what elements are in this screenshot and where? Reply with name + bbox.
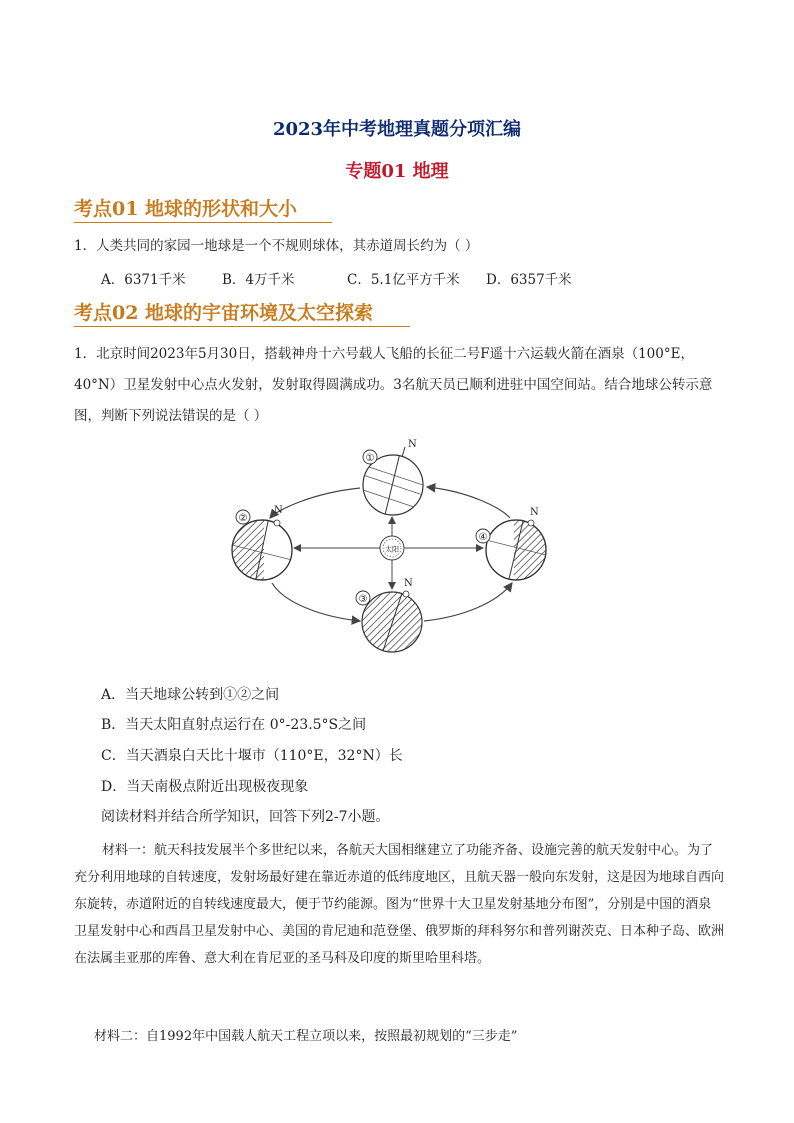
answer-option-a: A．当天地球公转到①②之间 [101, 687, 280, 703]
document-subtitle: 专题01 地理 [345, 161, 449, 182]
material-two-paragraph: 材料二：自1992年中国载人航天工程立项以来，按照最初规划的“三步走” [94, 1029, 518, 1044]
answer-option-b: B．当天太阳直射点运行在 0°-23.5°S之间 [101, 717, 367, 733]
north-label-3: N [404, 578, 413, 589]
position-4-label: ④ [478, 532, 488, 543]
reading-instruction: 阅读材料并结合所学知识，回答下列2-7小题。 [101, 809, 390, 825]
question-2-text [74, 339, 724, 432]
material-one-paragraph: 材料一：航天科技发展半个多世纪以来，各航天大国相继建立了功能齐备、设施完善的航天发射中心。为了充分利用地球的自转速度，发射场最好建在靠近赤道的低纬度地区，且航天器一般向东发射，这是因为地球自西向东旋转，赤道附近的自转线速度最大，便于节约能源。图为“世界十大卫星发射基地分布图”，分别是中国的酒泉卫星发射中心和西昌卫星发射中心、美国的肯尼迪和范登堡、俄罗斯的拜科努尔和普列谢茨克、日本种子岛、欧洲在法属圭亚那的库鲁、意大利在肯尼亚的圣马科及印度的斯里哈里科塔。 [74, 843, 725, 966]
north-label-1: N [408, 439, 417, 450]
option-a: A．6371千米 [101, 272, 186, 288]
position-2-label: ② [238, 513, 248, 524]
question-1-text: 1．人类共同的家园一地球是一个不规则球体，其赤道周长约为（ ） [74, 238, 479, 254]
earth-position-1 [363, 439, 423, 519]
option-c: C．5.1亿平方千米 [347, 272, 460, 288]
section-heading-1: 考点01 地球的形状和大小 [74, 197, 332, 223]
answer-option-d: D．当天南极点附近出现极夜现象 [101, 779, 309, 795]
question-2-line-2: 40°N）卫星发射中心点火发射，发射取得圆满成功。3名航天员已顺利进驻中国空间站。结合地球公转示意 [74, 377, 713, 393]
option-b: B．4万千米 [222, 272, 295, 288]
answer-option-c: C．当天酒泉白天比十堰市（110°E，32°N）长 [101, 748, 403, 764]
north-label-2: N [274, 505, 283, 516]
question-2-line-1: 1．北京时间2023年5月30日，搭载神舟十六号载人飞船的长征二号F遥十六运载火箭在酒泉（100°E， [74, 346, 694, 362]
question-2-line-3: 图，判断下列说法错误的是（ ） [74, 408, 268, 424]
sun-label: 太阳 [385, 545, 399, 554]
earth-revolution-diagram [222, 435, 562, 665]
earth-position-4 [476, 507, 546, 583]
earth-position-2 [232, 505, 292, 583]
earth-position-3 [356, 578, 422, 654]
north-label-4: N [530, 507, 539, 518]
option-d: D．6357千米 [486, 272, 572, 288]
document-title: 2023年中考地理真题分项汇编 [272, 119, 522, 140]
position-3-label: ③ [358, 594, 368, 605]
position-1-label: ① [365, 453, 375, 464]
section-heading-2: 考点02 地球的宇宙环境及太空探索 [74, 301, 410, 327]
sun-icon [380, 536, 404, 560]
